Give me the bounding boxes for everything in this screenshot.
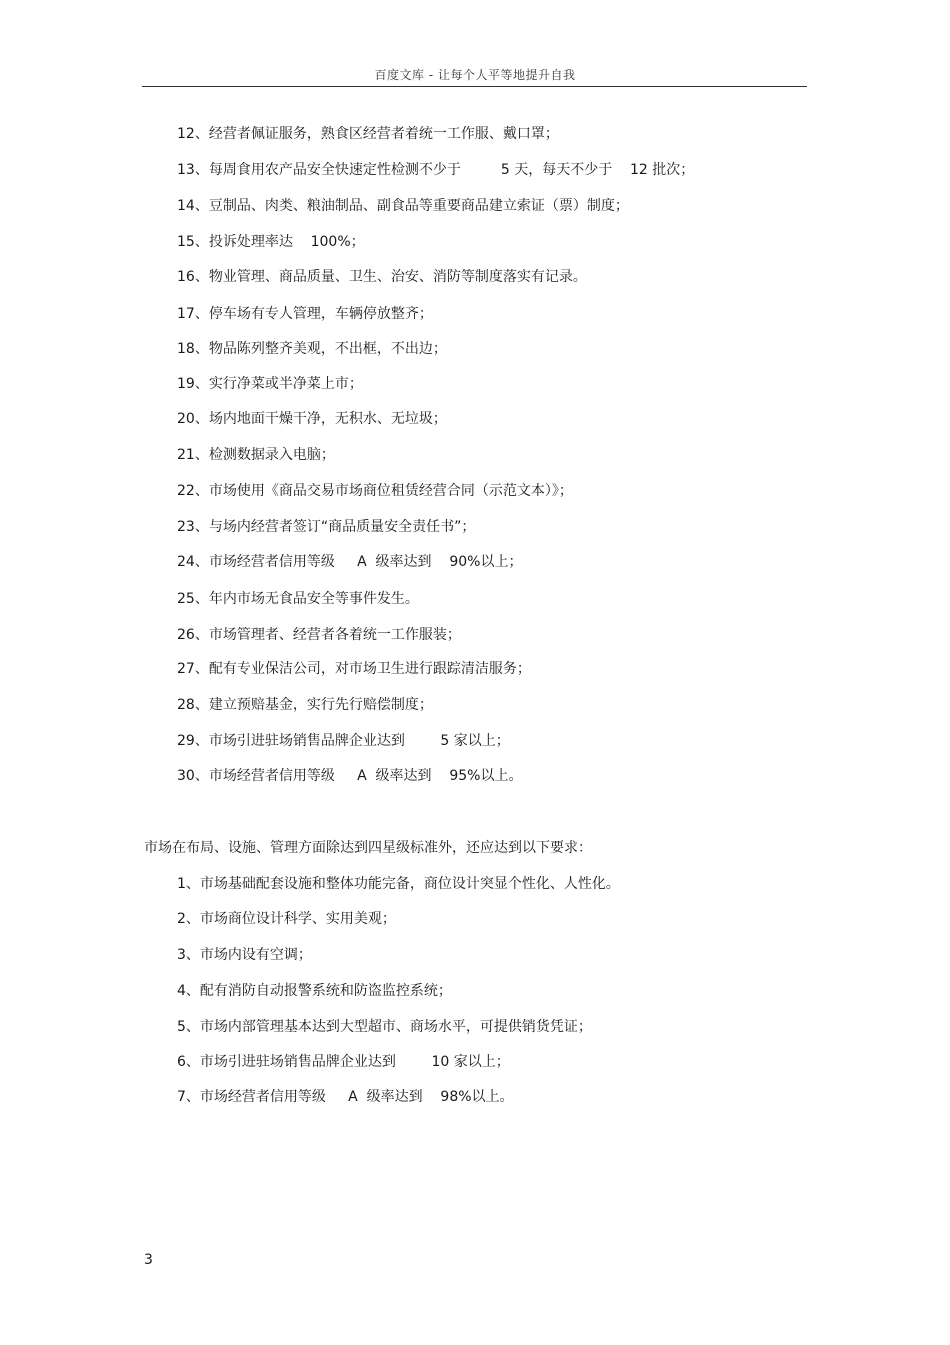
list-item: 4、配有消防自动报警系统和防盗监控系统； bbox=[177, 983, 452, 999]
page-header: 百度文库 - 让每个人平等地提升自我 bbox=[374, 68, 576, 82]
list-item: 16、物业管理、商品质量、卫生、治安、消防等制度落实有记录。 bbox=[177, 269, 587, 285]
list-item: 27、配有专业保洁公司，对市场卫生进行跟踪清洁服务； bbox=[177, 661, 531, 677]
list-item: 6、市场引进驻场销售品牌企业达到 10 家以上； bbox=[177, 1054, 510, 1070]
list-item: 29、市场引进驻场销售品牌企业达到 5 家以上； bbox=[177, 733, 510, 749]
list-item: 15、投诉处理率达 100%； bbox=[177, 234, 365, 250]
list-item: 23、与场内经营者签订“商品质量安全责任书”； bbox=[177, 519, 476, 535]
list-item: 5、市场内部管理基本达到大型超市、商场水平，可提供销货凭证； bbox=[177, 1019, 592, 1035]
list-item: 17、停车场有专人管理，车辆停放整齐； bbox=[177, 306, 433, 322]
list-item: 18、物品陈列整齐美观，不出框，不出边； bbox=[177, 341, 447, 357]
page-number: 3 bbox=[144, 1252, 153, 1268]
list-item: 13、每周食用农产品安全快速定性检测不少于 5 天，每天不少于 12 批次； bbox=[177, 162, 695, 178]
list-item: 25、年内市场无食品安全等事件发生。 bbox=[177, 591, 419, 607]
list-item: 7、市场经营者信用等级 A 级率达到 98%以上。 bbox=[177, 1089, 514, 1105]
list-item: 1、市场基础配套设施和整体功能完备，商位设计突显个性化、人性化。 bbox=[177, 876, 620, 892]
list-item: 2、市场商位设计科学、实用美观； bbox=[177, 911, 396, 927]
section-intro: 市场在布局、设施、管理方面除达到四星级标准外，还应达到以下要求： bbox=[144, 840, 592, 856]
list-item: 28、建立预赔基金，实行先行赔偿制度； bbox=[177, 697, 433, 713]
list-item: 24、市场经营者信用等级 A 级率达到 90%以上； bbox=[177, 554, 523, 570]
list-item: 20、场内地面干燥干净，无积水、无垃圾； bbox=[177, 411, 447, 427]
header-divider bbox=[142, 86, 807, 87]
list-item: 26、市场管理者、经营者各着统一工作服装； bbox=[177, 627, 461, 643]
list-item: 3、市场内设有空调； bbox=[177, 947, 312, 963]
list-item: 19、实行净菜或半净菜上市； bbox=[177, 376, 363, 392]
list-item: 21、检测数据录入电脑； bbox=[177, 447, 335, 463]
list-item: 22、市场使用《商品交易市场商位租赁经营合同（示范文本）》； bbox=[177, 483, 573, 499]
list-item: 12、经营者佩证服务，熟食区经营者着统一工作服、戴口罩； bbox=[177, 126, 559, 142]
list-item: 14、豆制品、肉类、粮油制品、副食品等重要商品建立索证（票）制度； bbox=[177, 198, 629, 214]
list-item: 30、市场经营者信用等级 A 级率达到 95%以上。 bbox=[177, 768, 523, 784]
